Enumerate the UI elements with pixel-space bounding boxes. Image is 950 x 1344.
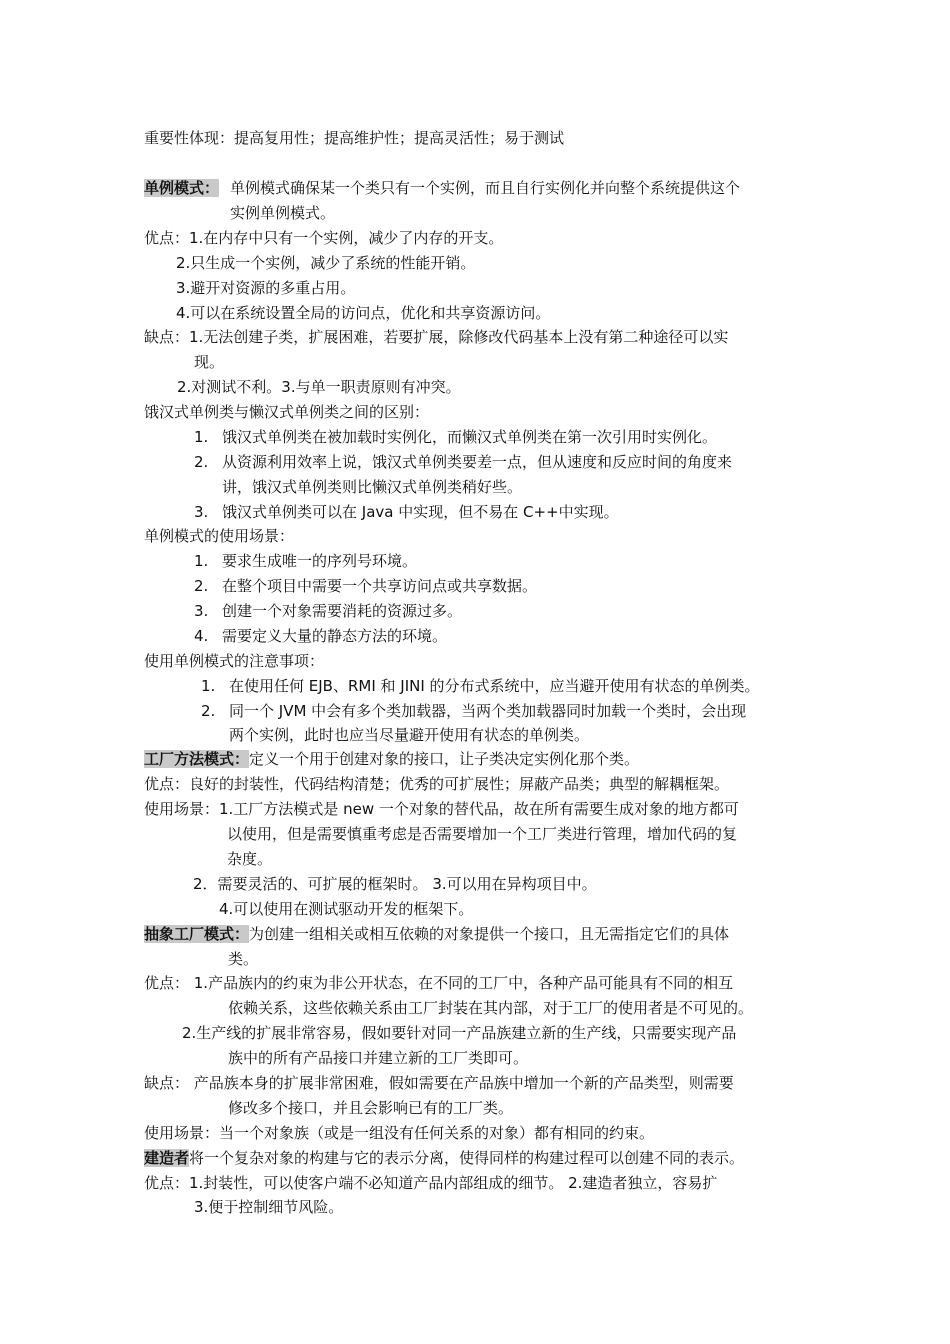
factory-method-def: 定义一个用于创建对象的接口，让子类决定实例化那个类。: [249, 750, 640, 768]
singleton-pros-1: 优点：1.在内存中只有一个实例，减少了内存的开支。: [144, 229, 504, 247]
factory-method-scene-1: 使用场景：1.工厂方法模式是 new 一个对象的替代品，故在所有需要生成对象的地方都可: [144, 800, 739, 818]
singleton-cons-2: 现。: [194, 353, 225, 371]
singleton-diff-2a: 从资源利用效率上说，饿汉式单例类要差一点，但从速度和反应时间的角度来: [222, 453, 733, 471]
factory-method-scene-5: 4.可以使用在测试驱动开发的框架下。: [219, 900, 474, 918]
singleton-note-2a: 同一个 JVM 中会有多个类加载器，当两个类加载器同时加载一个类时，会出现: [229, 702, 747, 720]
singleton-diff-2b: 讲，饿汉式单例类则比懒汉式单例类稍好些。: [222, 478, 523, 496]
abstract-factory-pros-3: 2.生产线的扩展非常容易，假如要针对同一产品族建立新的生产线，只需要实现产品: [182, 1024, 737, 1042]
singleton-note-title: 使用单例模式的注意事项：: [144, 652, 325, 670]
list-number: 1.: [201, 677, 216, 695]
singleton-note-1: 在使用任何 EJB、RMI 和 JINI 的分布式系统中，应当避开使用有状态的单例类。: [229, 677, 760, 695]
builder-def: 将一个复杂对象的构建与它的表示分离，使得同样的构建过程可以创建不同的表示。: [189, 1149, 745, 1167]
singleton-heading: [144, 176, 219, 200]
abstract-factory-title: 抽象工厂模式：: [144, 925, 250, 943]
abstract-factory-pros-4: 族中的所有产品接口并建立新的工厂类即可。: [228, 1049, 529, 1067]
factory-method-scene-3: 杂度。: [227, 850, 273, 868]
builder-title: 建造者: [144, 1149, 190, 1167]
singleton-note-2b: 两个实例，此时也应当尽量避开使用有状态的单例类。: [229, 726, 590, 744]
builder-heading: [144, 1146, 744, 1170]
builder-pros-1: 优点：1.封装性，可以使客户端不必知道产品内部组成的细节。 2.建造者独立，容易扩: [144, 1174, 718, 1192]
list-number: 1.: [194, 428, 209, 446]
singleton-title: 单例模式：: [144, 179, 220, 197]
list-number: 2.: [201, 702, 216, 720]
singleton-diff-title: 饿汉式单例类与懒汉式单例类之间的区别：: [144, 403, 430, 421]
list-number: 3.: [194, 602, 209, 620]
list-number: 2.: [194, 453, 209, 471]
abstract-factory-cons-1: 缺点： 产品族本身的扩展非常困难，假如需要在产品族中增加一个新的产品类型，则需要: [144, 1074, 734, 1092]
singleton-diff-3: 饿汉式单例类可以在 Java 中实现，但不易在 C++中实现。: [222, 503, 619, 521]
factory-method-scene-2: 以使用，但是需要慎重考虑是否需要增加一个工厂类进行管理，增加代码的复: [227, 825, 738, 843]
singleton-cons-1: 缺点：1.无法创建子类，扩展困难，若要扩展，除修改代码基本上没有第二种途径可以实: [144, 328, 729, 346]
abstract-factory-pros-1: 优点： 1.产品族内的约束为非公开状态，在不同的工厂中，各种产品可能具有不同的相互: [144, 974, 734, 992]
abstract-factory-cons-2: 修改多个接口，并且会影响已有的工厂类。: [228, 1099, 514, 1117]
singleton-pros-3: 3.避开对资源的多重占用。: [176, 279, 356, 297]
abstract-factory-heading: [144, 922, 729, 946]
singleton-scene-4: 需要定义大量的静态方法的环境。: [222, 627, 448, 645]
abstract-factory-def-1: 为创建一组相关或相互依赖的对象提供一个接口，且无需指定它们的具体: [249, 925, 730, 943]
abstract-factory-def-2: 类。: [228, 950, 259, 968]
abstract-factory-pros-2: 依赖关系，这些依赖关系由工厂封装在其内部，对于工厂的使用者是不可见的。: [228, 999, 754, 1017]
importance-line: 重要性体现：提高复用性；提高维护性；提高灵活性；易于测试: [144, 129, 565, 147]
singleton-def-2: 实例单例模式。: [230, 204, 336, 222]
singleton-def-1: 单例模式确保某一个类只有一个实例，而且自行实例化并向整个系统提供这个: [230, 179, 741, 197]
singleton-scene-1: 要求生成唯一的序列号环境。: [222, 552, 418, 570]
singleton-pros-4: 4.可以在系统设置全局的访问点，优化和共享资源访问。: [176, 304, 551, 322]
abstract-factory-scene: 使用场景：当一个对象族（或是一组没有任何关系的对象）都有相同的约束。: [144, 1124, 655, 1142]
singleton-scene-3: 创建一个对象需要消耗的资源过多。: [222, 602, 463, 620]
factory-method-scene-4: 2．需要灵活的、可扩展的框架时。 3.可以用在异构项目中。: [193, 875, 597, 893]
factory-method-title: 工厂方法模式：: [144, 750, 250, 768]
list-number: 3.: [194, 503, 209, 521]
singleton-diff-1: 饿汉式单例类在被加载时实例化，而懒汉式单例类在第一次引用时实例化。: [222, 428, 718, 446]
factory-method-pros: 优点：良好的封装性，代码结构清楚；优秀的可扩展性；屏蔽产品类；典型的解耦框架。: [144, 775, 730, 793]
singleton-scene-2: 在整个项目中需要一个共享访问点或共享数据。: [222, 577, 538, 595]
builder-pros-2: 3.便于控制细节风险。: [194, 1198, 344, 1216]
singleton-cons-3: 2.对测试不利。3.与单一职责原则有冲突。: [177, 378, 461, 396]
list-number: 2.: [194, 577, 209, 595]
singleton-pros-2: 2.只生成一个实例，减少了系统的性能开销。: [176, 254, 476, 272]
singleton-scene-title: 单例模式的使用场景：: [144, 527, 295, 545]
list-number: 1.: [194, 552, 209, 570]
factory-method-heading: [144, 747, 639, 771]
list-number: 4.: [194, 627, 209, 645]
